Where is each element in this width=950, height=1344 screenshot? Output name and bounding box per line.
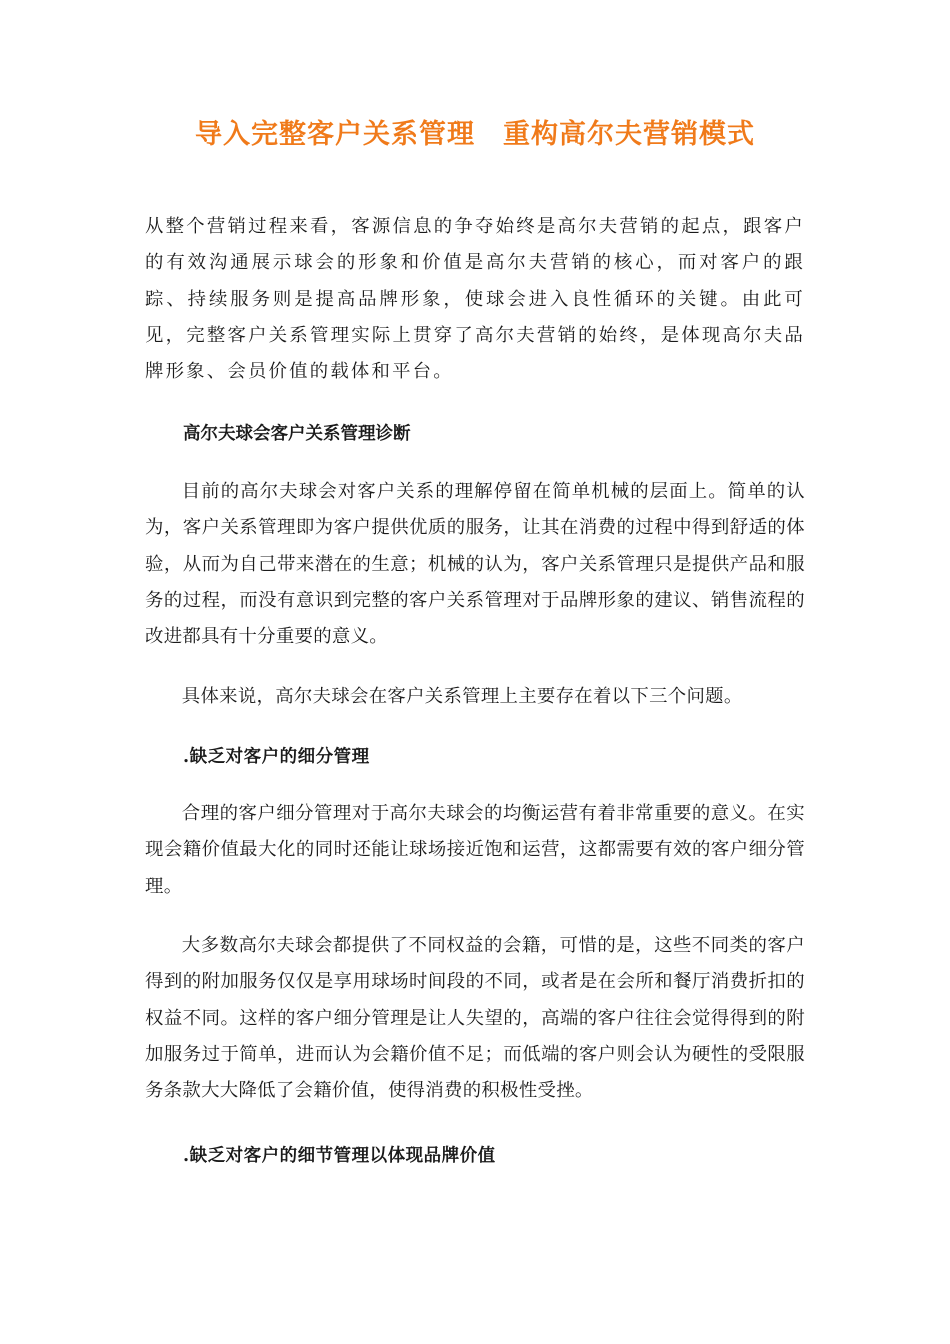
segmentation-paragraph-2: 大多数高尔夫球会都提供了不同权益的会籍，可惜的是，这些不同类的客户得到的附加服务仅仅是享用球场时间段的不同，或者是在会所和餐厅消费折扣的权益不同。这样的客户细分管理是让人失望的，高端的客户往往会觉得得到的附加服务过于简单，进而认为会籍价值不足；而低端的客户则会认为硬性的受限服务条款大大降低了会籍价值，使得消费的积极性受挫。 <box>145 935 805 1102</box>
diagnosis-paragraph: 目前的高尔夫球会对客户关系的理解停留在简单机械的层面上。简单的认为，客户关系管理即为客户提供优质的服务，让其在消费的过程中得到舒适的体验，从而为自己带来潜在的生意；机械的认为，客户关系管理只是提供产品和服务的过程，而没有意识到完整的客户关系管理对于品牌形象的建议、销售流程的改进都具有十分重要的意义。 <box>145 481 805 648</box>
subheading-detail-management: .缺乏对客户的细节管理以体现品牌价值 <box>183 1146 496 1166</box>
segmentation-paragraph-1: 合理的客户细分管理对于高尔夫球会的均衡运营有着非常重要的意义。在实现会籍价值最大化的同时还能让球场接近饱和运营，这都需要有效的客户细分管理。 <box>145 803 805 897</box>
intro-paragraph: 从整个营销过程来看，客源信息的争夺始终是高尔夫营销的起点，跟客户的有效沟通展示球会的形象和价值是高尔夫营销的核心，而对客户的跟踪、持续服务则是提高品牌形象，使球会进入良性循环的关键。由此可见，完整客户关系管理实际上贯穿了高尔夫营销的始终，是体现高尔夫品牌形象、会员价值的载体和平台。 <box>145 216 805 383</box>
subheading-segmentation: .缺乏对客户的细分管理 <box>183 747 370 767</box>
problems-intro-paragraph: 具体来说，高尔夫球会在客户关系管理上主要存在着以下三个问题。 <box>181 686 743 707</box>
section-heading: 高尔夫球会客户关系管理诊断 <box>183 424 411 444</box>
document-title: 导入完整客户关系管理 重构高尔夫营销模式 <box>195 119 755 151</box>
